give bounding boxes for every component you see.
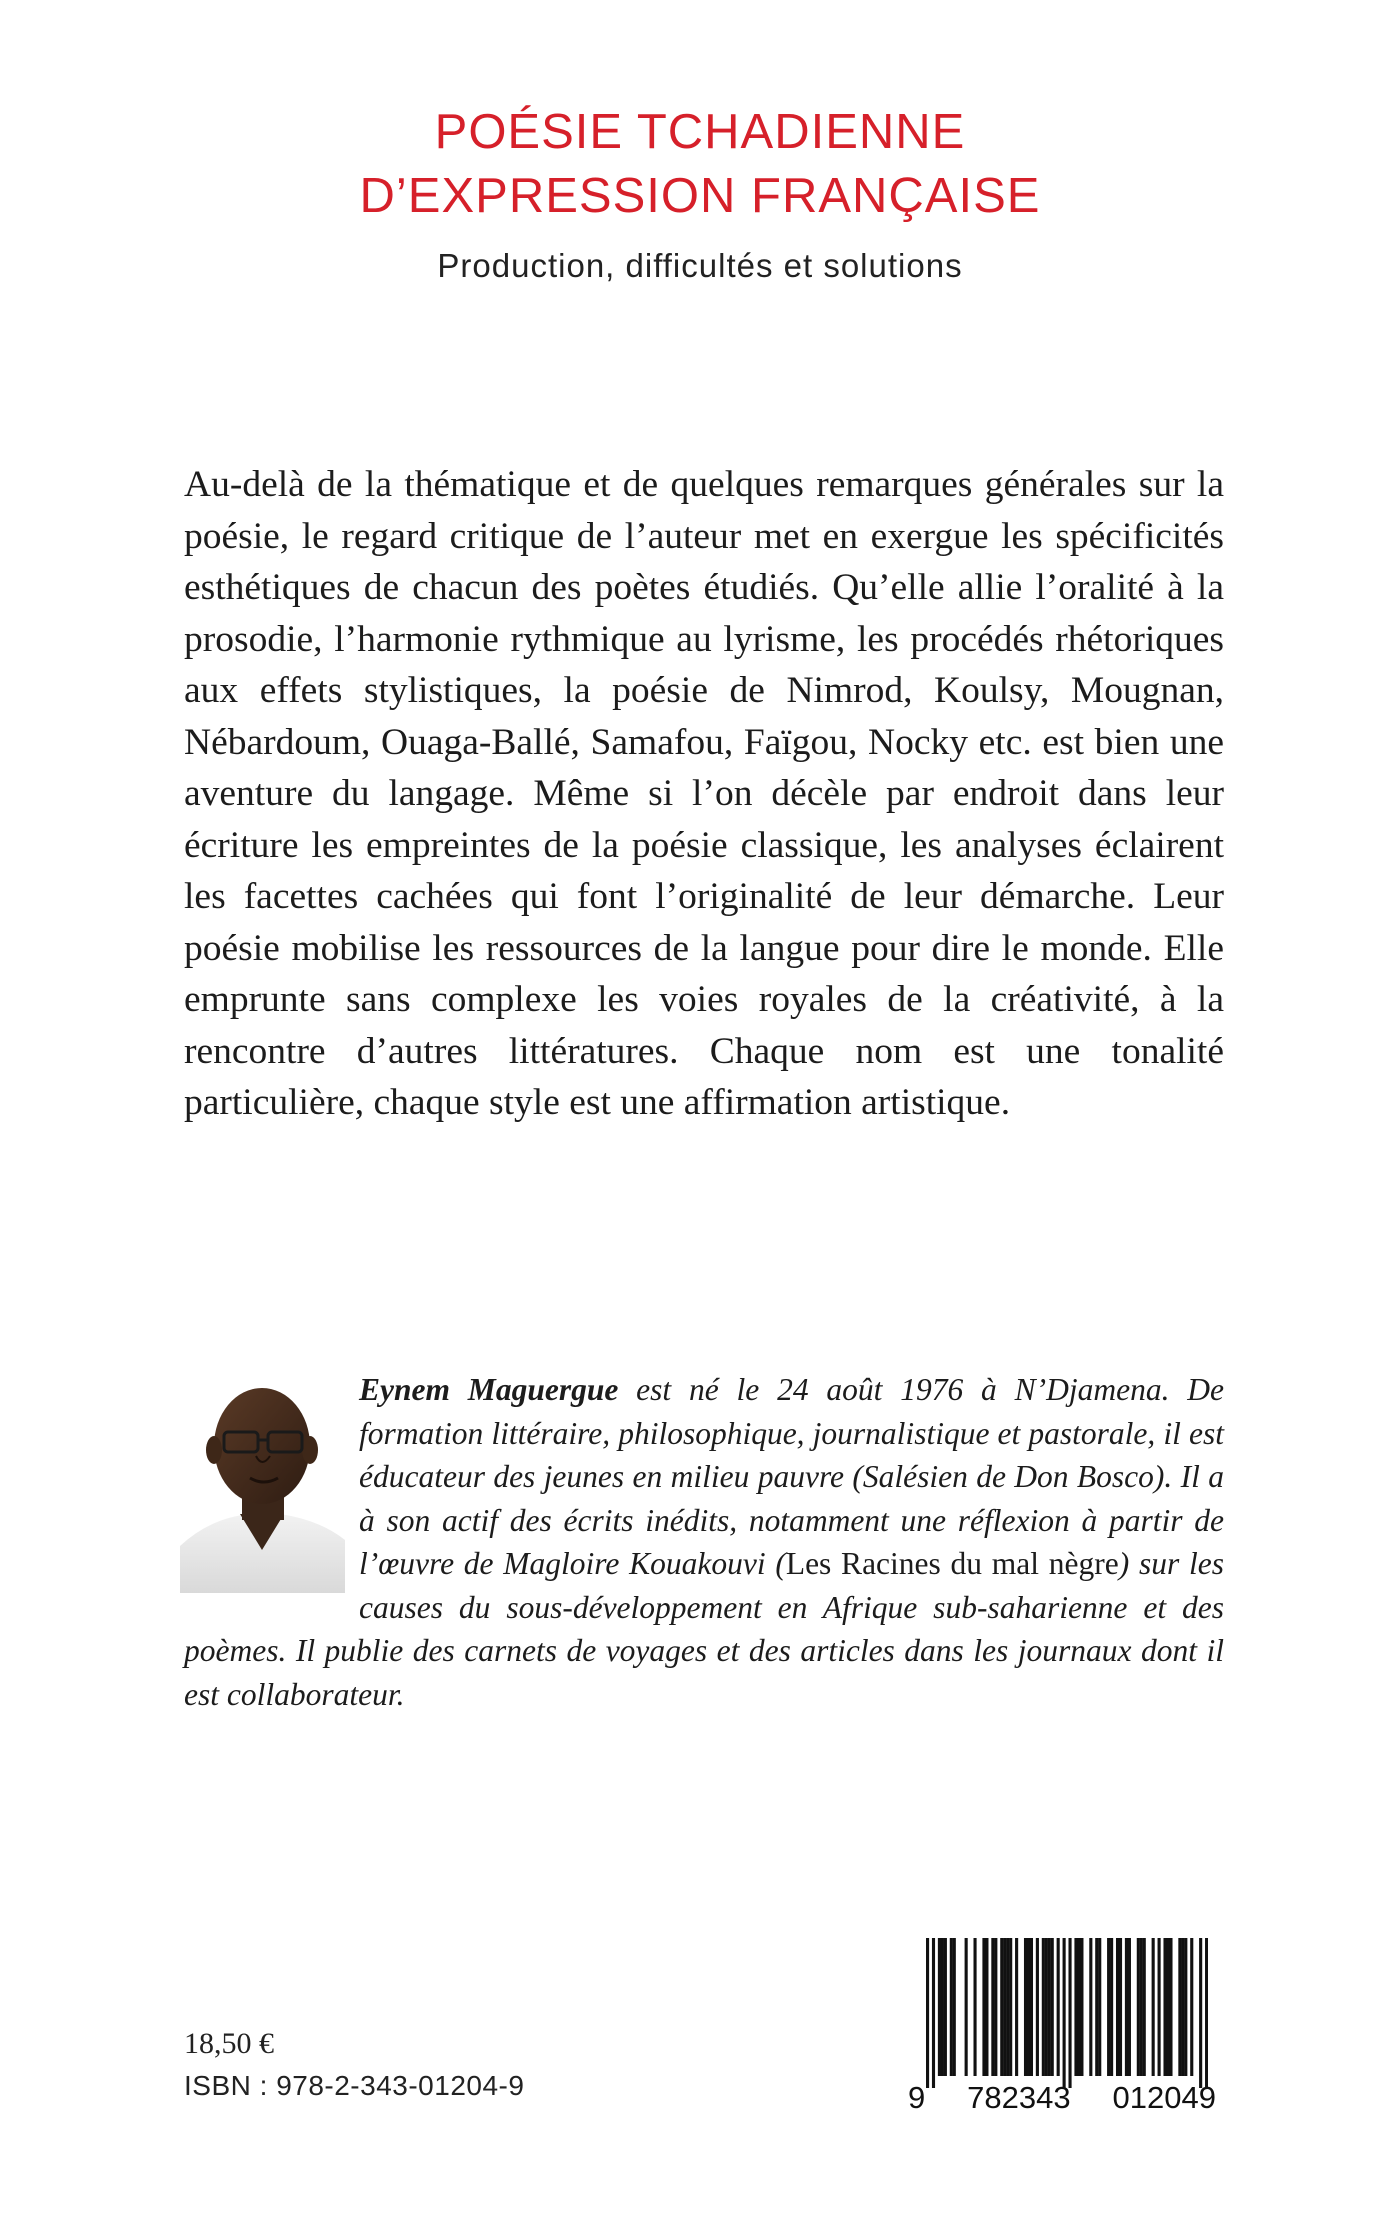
barcode-bar <box>1107 1938 1110 2076</box>
barcode-bar <box>985 1938 988 2076</box>
barcode-bar <box>1027 1938 1030 2076</box>
barcode-bar <box>1205 1938 1208 2088</box>
author-bio-part-2: ) sur les causes du sous-développement en Afrique sub-saharienne et des poèmes. Il publie des carnets de voyages et des articles dans les journaux dont il est collaborateur. <box>184 1546 1224 1712</box>
barcode-bar <box>973 1938 976 2076</box>
back-cover-blurb: Au-delà de la thématique et de quelques remarques générales sur la poésie, le regard critique de l’auteur met en exergue les spécificités esthétiques de chacun des poètes étudiés. Qu’elle allie l’oralité à la prosodie, l’harmonie rythmique au lyrisme, les procédés rhétoriques aux effets stylistiques, la poésie de Nimrod, Koulsy, Mougnan, Nébardoum, Ouaga-Ballé, Samafou, Faïgou, Nocky etc. est bien une aventure du langage. Même si l’on décèle par endroit dans leur écriture les empreintes de la poésie classique, les analyses éclairent les facettes cachées qui font l’originalité de leur démarche. Leur poésie mobilise les ressources de la langue pour dire le monde. Elle emprunte sans complexe les voies royales de la créativité, à la rencontre d’autres littératures. Chaque nom est une tonalité particulière, chaque style est une affirmation artistique. <box>184 464 1224 1123</box>
barcode-bar <box>1042 1938 1045 2076</box>
barcode-bar <box>991 1938 994 2076</box>
book-title-line-1: POÉSIE TCHADIENNE <box>434 105 966 159</box>
barcode-bar <box>1003 1938 1006 2076</box>
barcode-bar <box>1080 1938 1083 2076</box>
barcode-bar <box>1095 1938 1098 2076</box>
barcode-digit-lead: 9 <box>908 2080 926 2115</box>
barcode-bar <box>1184 1938 1187 2076</box>
barcode-bar <box>1110 1938 1113 2076</box>
photo-float-spacer <box>184 1368 359 1586</box>
author-name: Eynem Maguergue <box>359 1372 619 1407</box>
barcode-bar <box>1140 1938 1143 2076</box>
barcode-bar <box>994 1938 997 2076</box>
barcode-bar <box>1068 1938 1071 2088</box>
barcode-bar <box>1166 1938 1169 2076</box>
barcode <box>908 1938 1216 2118</box>
barcode-bar <box>1119 1938 1122 2076</box>
barcode-bar <box>1030 1938 1033 2076</box>
barcode-bar <box>1024 1938 1027 2076</box>
barcode-bar <box>1190 1938 1193 2076</box>
barcode-bar <box>1051 1938 1054 2076</box>
barcode-bar <box>1000 1938 1003 2076</box>
barcode-digits <box>908 2078 1216 2118</box>
barcode-bar <box>1077 1938 1080 2076</box>
barcode-bar <box>1006 1938 1009 2076</box>
barcode-bar <box>950 1938 953 2076</box>
barcode-bar <box>953 1938 956 2076</box>
barcode-bar <box>1128 1938 1131 2076</box>
barcode-bar <box>1199 1938 1202 2088</box>
author-bio <box>184 1368 1224 1716</box>
barcode-bar <box>1152 1938 1155 2076</box>
barcode-bar <box>1074 1938 1077 2076</box>
barcode-bar <box>1015 1938 1018 2076</box>
barcode-bar <box>1178 1938 1181 2076</box>
price: 18,50 € <box>184 2027 274 2060</box>
barcode-bar <box>1045 1938 1048 2076</box>
barcode-bar <box>941 1938 944 2076</box>
book-title <box>0 100 1400 228</box>
barcode-bar <box>1143 1938 1146 2076</box>
barcode-bar <box>944 1938 947 2076</box>
barcode-bar <box>1048 1938 1051 2076</box>
author-bio-part-1: est né le 24 août 1976 à N’Djamena. De formation littéraire, philosophique, journalistique et pastorale, il est éducateur des jeunes en milieu pauvre (Salésien de Don Bosco). Il a à son actif des écrits inédits, notamment une réflexion à partir de l’œuvre de Magloire Kouakouvi ( <box>359 1372 1225 1581</box>
book-title-line-2: D’EXPRESSION FRANÇAISE <box>359 169 1041 223</box>
barcode-bars <box>926 1938 1208 2088</box>
barcode-bar <box>1158 1938 1161 2076</box>
barcode-bar <box>1137 1938 1140 2076</box>
title-block <box>0 100 1400 286</box>
barcode-bar <box>938 1938 941 2076</box>
isbn: ISBN : 978-2-343-01204-9 <box>184 2070 525 2101</box>
book-subtitle: Production, difficultés et solutions <box>437 247 963 284</box>
barcode-digit-group-2: 012049 <box>1112 2080 1216 2115</box>
barcode-bar <box>1089 1938 1092 2076</box>
barcode-bar <box>965 1938 968 2076</box>
barcode-bar <box>1036 1938 1039 2076</box>
barcode-bar <box>982 1938 985 2076</box>
barcode-bar <box>1181 1938 1184 2076</box>
barcode-digit-group-1: 782343 <box>967 2080 1071 2115</box>
barcode-bar <box>1125 1938 1128 2076</box>
barcode-bar <box>1116 1938 1119 2076</box>
barcode-bar <box>1057 1938 1060 2076</box>
barcode-bar <box>932 1938 935 2088</box>
barcode-bar <box>1009 1938 1012 2076</box>
author-book-title: Les Racines du mal nègre <box>785 1546 1119 1581</box>
barcode-bar <box>926 1938 929 2088</box>
barcode-bar <box>1169 1938 1172 2076</box>
barcode-bar <box>1063 1938 1066 2088</box>
barcode-bar <box>1098 1938 1101 2076</box>
barcode-bar <box>1163 1938 1166 2076</box>
